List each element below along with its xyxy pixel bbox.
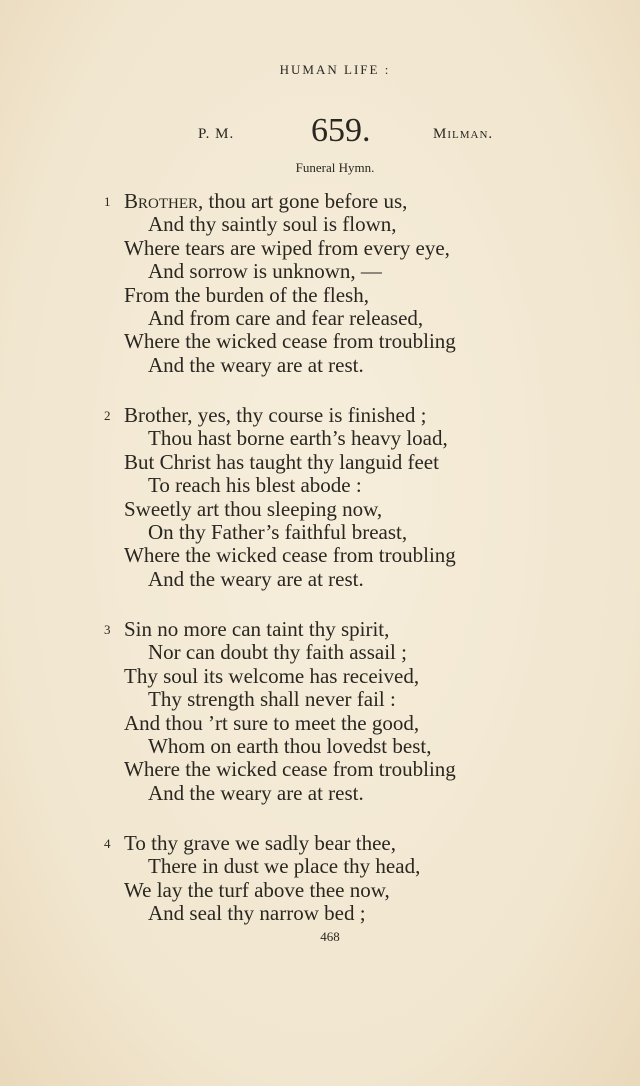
stanza-line: Nor can doubt thy faith assail ; (148, 640, 407, 665)
stanza-3 (0, 618, 640, 805)
stanza-first-line-text: Sin no more can taint thy spirit, (124, 617, 390, 641)
stanza-line: Thou hast borne earth’s heavy load, (148, 426, 448, 451)
stanza-line: And thy saintly soul is flown, (148, 212, 397, 237)
stanza-line: There in dust we place thy head, (148, 854, 421, 879)
stanza-line: And seal thy narrow bed ; (148, 901, 366, 926)
stanza-first-line (0, 832, 640, 855)
running-head: HUMAN LIFE : (279, 62, 391, 77)
stanza-line: And sorrow is unknown, — (148, 259, 382, 284)
stanza-line: On thy Father’s faithful breast, (148, 519, 408, 544)
stanza-number: 4 (104, 836, 111, 851)
stanza-line: Thy soul its welcome has received, (124, 663, 420, 688)
stanza-line: And thou ’rt sure to meet the good, (124, 710, 420, 735)
stanza-line: From the burden of the flesh, (124, 282, 369, 307)
stanza-line: Whom on earth thou lovedst best, (148, 733, 432, 758)
stanza-line: And the weary are at rest. (148, 780, 364, 805)
stanza-line: And the weary are at rest. (148, 566, 364, 591)
stanza-line: We lay the turf above thee now, (124, 877, 390, 902)
stanza-first-line-text: Brother, yes, thy course is finished ; (124, 403, 427, 427)
stanza-first-line (0, 190, 640, 213)
stanza-first-word: Brother, (124, 189, 204, 213)
stanza-2 (0, 404, 640, 591)
hymn-subtitle: Funeral Hymn. (295, 160, 375, 175)
stanza-4 (0, 832, 640, 926)
stanza-number: 3 (104, 622, 111, 637)
stanza-first-line (0, 404, 640, 427)
stanza-first-rest: thou art gone before us, (203, 189, 408, 213)
stanza-line: Where the wicked cease from troubling (124, 757, 456, 782)
stanza-line: Where the wicked cease from troubling (124, 329, 456, 354)
stanza-line: And from care and fear released, (148, 305, 424, 330)
stanza-1 (0, 190, 640, 377)
stanza-first-line (0, 618, 640, 641)
stanza-line: Thy strength shall never fail : (148, 687, 396, 712)
stanza-first-line-text: To thy grave we sadly bear thee, (124, 831, 397, 855)
stanza-line: And the weary are at rest. (148, 352, 364, 377)
hymn-header (0, 112, 640, 152)
hymn-number: 659. (311, 112, 371, 149)
page-number: 468 (320, 929, 340, 944)
hymn-author: Milman. (433, 126, 494, 142)
hymn-meter: P. M. (198, 126, 235, 142)
stanza-line: Sweetly art thou sleeping now, (124, 496, 383, 521)
stanza-number: 1 (104, 194, 111, 209)
stanza-line: Where tears are wiped from every eye, (124, 235, 450, 260)
stanza-line: But Christ has taught thy languid feet (124, 449, 439, 474)
stanza-number: 2 (104, 408, 111, 423)
stanza-line: Where the wicked cease from troubling (124, 543, 456, 568)
stanza-line: To reach his blest abode : (148, 473, 362, 498)
